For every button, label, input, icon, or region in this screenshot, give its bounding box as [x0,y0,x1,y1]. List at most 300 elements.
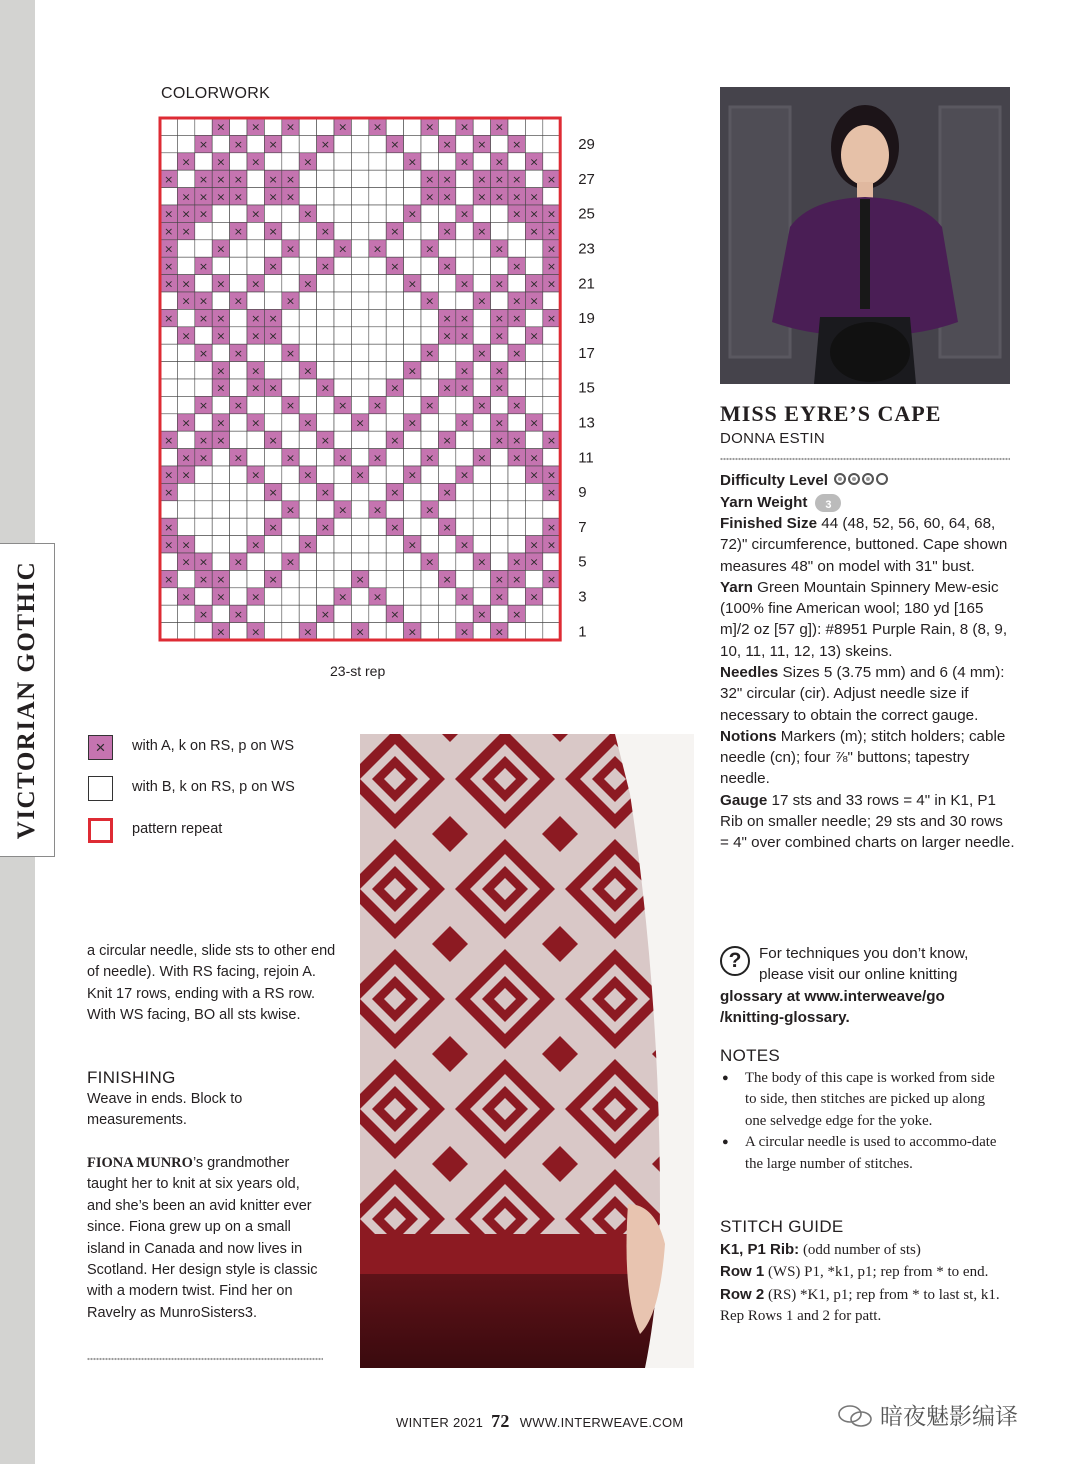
chart-cell [230,362,247,379]
chart-cell-mark: × [425,120,435,134]
chart-cell [299,292,316,309]
chart-cell [317,344,334,361]
chart-cell-mark: × [285,451,296,465]
chart-cell-mark: × [198,312,209,326]
chart-cell-mark: × [251,155,261,169]
chart-cell-mark: × [251,329,261,343]
chart-cell [264,553,281,570]
chart-cell [212,449,229,466]
chart-cell [456,553,473,570]
chart-cell-mark: × [459,468,470,482]
pattern-title: MISS EYRE’S CAPE [720,401,942,426]
chart-cell [317,570,334,587]
chart-cell [438,205,455,222]
chart-cell [177,118,194,135]
chart-cell-mark: × [355,416,365,430]
chart-cell [230,205,247,222]
notions-spec: Notions Markers (m); stitch holders; cable needle (cn); four ⅞" buttons; tapestry needle. [720,727,1006,788]
chart-cell-mark: × [546,225,557,239]
chart-cell [369,153,386,170]
chart-cell [230,309,247,326]
chart-cell [543,449,560,466]
chart-cell [525,483,542,500]
chart-cell-mark: × [303,207,313,221]
chart-cell-mark: × [303,468,313,482]
chart-cell-mark: × [268,573,278,587]
chart-cell-mark: × [251,416,261,430]
chart-cell [386,188,403,205]
chart-cell-mark: × [529,225,539,239]
chart-cell-mark: × [372,120,383,134]
chart-cell [525,309,542,326]
chart-cell [317,623,334,640]
chart-cell [177,431,194,448]
chart-cell [491,501,508,518]
chart-cell [230,118,247,135]
chart-cell [334,605,351,622]
chart-cell-mark: × [303,364,313,378]
chart-cell [525,344,542,361]
chart-cell-mark: × [512,312,522,326]
bio-text: ’s grandmother taught her to knit at six years old, and she’s been an avid knitter ever since. Fiona grew up on a small island in Canada and now lives in Scotland. Her design style is classic with a modern twist. Find her on Ravelry as MunroSisters3. [87,1155,318,1321]
chart-cell [334,188,351,205]
chart-cell-mark: × [268,433,278,447]
chart-cell [351,240,368,257]
chart-cell-mark: × [390,486,400,500]
chart-cell [543,135,560,152]
legend-swatch-x [88,735,113,760]
chart-cell [212,222,229,239]
chart-cell-mark: × [425,451,435,465]
notes-heading: NOTES [720,1046,781,1065]
row-number-label: 21 [578,275,595,293]
chart-cell [404,605,421,622]
chart-cell-mark: × [407,155,417,169]
chart-cell [264,414,281,431]
chart-cell [386,153,403,170]
chart-cell [264,501,281,518]
row-number-label: 27 [578,170,595,188]
chart-cell [525,396,542,413]
help-text-2[interactable]: glossary at www.interweave/go /knitting-glossary. [720,987,945,1026]
chart-cell [317,275,334,292]
chart-cell [421,135,438,152]
chart-cell-mark: × [338,451,348,465]
chart-cell [369,536,386,553]
chart-cell [369,188,386,205]
chart-cell-mark: × [355,468,365,482]
chart-cell [247,449,264,466]
chart-cell [369,518,386,535]
chart-cell [525,570,542,587]
chart-cell-mark: × [164,312,174,326]
difficulty-circle-icon [876,473,888,485]
chart-cell-mark: × [251,468,261,482]
chart-cell [317,449,334,466]
chart-cell [177,309,194,326]
chart-cell-mark: × [512,207,522,221]
chart-cell-mark: × [198,346,209,360]
chart-cell [247,570,264,587]
chart-cell-mark: × [425,294,435,308]
chart-cell [386,536,403,553]
chart-cell [473,501,490,518]
chart-cell [351,344,368,361]
chart-cell-mark: × [512,573,522,587]
chart-cell [299,222,316,239]
chart-cell [438,118,455,135]
chart-cell [404,431,421,448]
bio-name: FIONA MUNRO [87,1155,193,1171]
chart-cell-mark: × [512,433,522,447]
chart-cell [334,362,351,379]
chart-cell-mark: × [477,346,487,360]
chart-cell [525,257,542,274]
chart-cell [247,518,264,535]
designer-name: DONNA ESTIN [720,430,825,447]
chart-cell-mark: × [390,138,400,152]
chart-cell [351,536,368,553]
chart-cell [334,257,351,274]
stitch-guide-heading: STITCH GUIDE [720,1217,844,1236]
chart-cell [543,605,560,622]
chart-cell-mark: × [459,207,470,221]
chart-cell-mark: × [546,259,557,273]
chart-cell-mark: × [338,503,348,517]
chart-cell-mark: × [390,381,400,395]
chart-cell [473,431,490,448]
row1-def: Row 1 (WS) P1, *k1, p1; rep from * to end. [720,1263,989,1281]
chart-cell [317,553,334,570]
chart-cell-mark: × [442,329,452,343]
chart-cell-mark: × [164,225,174,239]
chart-cell [351,118,368,135]
spec-block [720,470,1015,854]
chart-cell [264,605,281,622]
chart-cell [351,309,368,326]
chart-cell-mark: × [529,416,539,430]
chart-cell-mark: × [529,155,539,169]
chart-cell [421,222,438,239]
chart-cell-mark: × [181,468,191,482]
chart-cell [351,605,368,622]
chart-cell-mark: × [546,312,557,326]
chart-cell [177,518,194,535]
techniques-help [720,943,1010,1028]
chart-cell [160,449,177,466]
chart-cell [508,275,525,292]
cape-photo [720,87,1010,384]
chart-cell [317,396,334,413]
chart-cell [369,309,386,326]
chart-cell [369,327,386,344]
chart-cell [438,153,455,170]
chart-cell [473,309,490,326]
chart-cell [282,327,299,344]
chart-cell [334,570,351,587]
chart-cell [508,222,525,239]
chart-cell [543,344,560,361]
chart-cell-mark: × [407,207,417,221]
chart-cell [404,396,421,413]
chart-cell-mark: × [285,172,296,186]
legend-item-main [88,776,328,806]
chart-cell [282,605,299,622]
chart-cell-mark: × [407,625,417,639]
chart-cell [386,623,403,640]
chart-cell-mark: × [372,503,383,517]
chart-cell [473,257,490,274]
chart-cell [282,135,299,152]
chart-cell [282,309,299,326]
chart-cell-mark: × [268,329,278,343]
chart-cell-mark: × [320,520,330,534]
chart-cell [247,483,264,500]
chart-cell-mark: × [233,190,243,204]
chart-cell [508,153,525,170]
chart-cell [421,205,438,222]
site-url[interactable]: WWW.INTERWEAVE.COM [519,1415,684,1430]
chart-cell-mark: × [216,172,226,186]
chart-cell [212,205,229,222]
chart-cell-mark: × [164,207,174,221]
chart-cell [491,257,508,274]
chart-cell [230,153,247,170]
chart-cell [404,344,421,361]
chart-cell [230,466,247,483]
chart-cell-mark: × [285,294,296,308]
chart-cell [317,170,334,187]
chart-cell [421,257,438,274]
chart-cell [438,501,455,518]
chart-cell [230,570,247,587]
chart-cell [404,501,421,518]
chart-cell-mark: × [512,399,522,413]
chart-cell-mark: × [546,172,557,186]
chart-cell [525,379,542,396]
chart-cell [456,222,473,239]
chart-cell-mark: × [512,451,522,465]
chart-cell [317,362,334,379]
chart-cell [421,605,438,622]
chart-cell [177,135,194,152]
chart-cell [508,466,525,483]
chart-cell [177,170,194,187]
chart-cell [491,449,508,466]
chart-cell-mark: × [251,277,261,291]
chart-cell-mark: × [198,433,209,447]
chart-cell [438,240,455,257]
chart-cell [334,153,351,170]
chart-cell [351,170,368,187]
chart-cell [508,536,525,553]
chart-cell [299,240,316,257]
chart-cell-mark: × [233,399,243,413]
chart-cell [351,362,368,379]
chart-cell [351,153,368,170]
chart-cell [264,396,281,413]
chart-cell-mark: × [164,433,174,447]
chart-cell [212,292,229,309]
chart-cell [282,483,299,500]
watermark [838,1398,1018,1431]
colorwork-chart [150,110,620,650]
chart-cell [525,431,542,448]
chart-cell [160,135,177,152]
chart-cell-mark: × [303,625,313,639]
chart-cell-mark: × [477,172,487,186]
chart-cell-mark: × [425,399,435,413]
chart-cell-mark: × [233,138,243,152]
chart-cell [230,275,247,292]
chart-cell [195,118,212,135]
chart-cell-mark: × [512,259,522,273]
chart-cell [282,414,299,431]
chart-cell-mark: × [546,277,557,291]
chart-cell [421,327,438,344]
chart-cell-mark: × [355,573,365,587]
chart-cell-mark: × [494,120,504,134]
chart-cell [230,379,247,396]
chart-cell [177,362,194,379]
yarn-spec: Yarn Green Mountain Spinnery Mew-esic (100% fine American wool; 180 yd [165 m]/2 oz [57 g]): #8951 Purple Rain, 8 (8, 9, 10, 11, 11, 12, 13) skeins. [720,578,1008,660]
chart-cell-mark: × [425,242,435,256]
chart-cell [195,536,212,553]
designer-bio [87,1153,319,1324]
chart-cell [404,327,421,344]
chart-cell [351,205,368,222]
chart-cell-mark: × [494,625,504,639]
chart-cell-mark: × [233,172,243,186]
issue-label: WINTER 2021 [396,1415,484,1430]
chart-cell [247,188,264,205]
chart-cell-mark: × [164,468,174,482]
chart-cell [508,379,525,396]
chart-cell-mark: × [164,573,174,587]
chart-cell [230,257,247,274]
chart-cell [491,553,508,570]
chart-cell [351,449,368,466]
chart-cell-mark: × [268,259,278,273]
chart-cell-mark: × [390,607,400,621]
chart-cell [386,414,403,431]
chart-cell [369,553,386,570]
chart-cell [160,118,177,135]
chart-cell [264,588,281,605]
chart-cell [369,292,386,309]
chart-cell [195,362,212,379]
continued-text: a circular needle, slide sts to other end of needle). With RS facing, rejoin A. Knit 17 rows, ending with a RS row. With WS facing, BO all sts kwise. [87,943,336,1024]
chart-cell-mark: × [529,207,539,221]
row-number-label: 7 [578,518,587,536]
chart-cell [299,344,316,361]
chart-cell [473,414,490,431]
chart-cell [456,292,473,309]
chart-cell [473,240,490,257]
chart-cell [334,431,351,448]
chart-cell [473,362,490,379]
chart-cell [160,362,177,379]
row-number-label: 17 [578,344,595,362]
chart-cell [386,588,403,605]
chart-cell [334,292,351,309]
chart-cell-mark: × [216,242,226,256]
chart-cell [264,292,281,309]
chart-cell [299,257,316,274]
chart-cell [421,570,438,587]
chart-cell [456,518,473,535]
chart-cell [473,536,490,553]
chart-cell-mark: × [181,277,191,291]
chart-cell [195,327,212,344]
chart-cell [264,536,281,553]
chart-cell [212,553,229,570]
chart-cell-mark: × [216,190,226,204]
chart-cell-mark: × [268,312,278,326]
chart-cell [473,483,490,500]
chart-cell [473,623,490,640]
chart-cell [438,275,455,292]
chart-cell [247,240,264,257]
chart-cell [369,205,386,222]
chart-cell-mark: × [216,364,226,378]
chart-cell-mark: × [268,172,278,186]
chart-cell [543,362,560,379]
chart-cell [177,570,194,587]
chart-cell [334,553,351,570]
chart-cell-mark: × [181,555,191,569]
chart-cell [491,135,508,152]
chart-cell-mark: × [529,277,539,291]
chart-cell [247,292,264,309]
chart-cell [299,518,316,535]
chart-cell-mark: × [285,190,296,204]
chart-cell [404,309,421,326]
row-number-label: 15 [578,379,595,397]
chart-cell [473,466,490,483]
chart-cell [230,414,247,431]
chart-cell [299,605,316,622]
difficulty-row: Difficulty Level [720,470,1015,492]
row-number-label: 11 [578,449,594,467]
chart-cell [508,327,525,344]
chart-cell-mark: × [442,381,452,395]
chart-cell-mark: × [512,555,522,569]
chart-cell [386,362,403,379]
chart-cell-mark: × [459,625,470,639]
chart-cell [195,483,212,500]
chart-cell [473,275,490,292]
chart-cell-mark: × [459,364,470,378]
chart-cell [438,396,455,413]
chart-cell-mark: × [459,590,470,604]
chart-cell [334,518,351,535]
chart-cell [351,379,368,396]
chart-cell-mark: × [198,138,209,152]
legend-item-repeat [88,818,328,848]
chart-cell [264,623,281,640]
chart-cell-mark: × [442,225,452,239]
chart-cell [299,396,316,413]
chart-cell [282,222,299,239]
chart-cell [386,396,403,413]
list-item: ● A circular needle is used to accommo-date the large number of stitches. [720,1132,1010,1175]
chart-cell [421,414,438,431]
chart-cell [369,135,386,152]
chart-cell [438,292,455,309]
chart-cell [351,188,368,205]
chart-cell [230,518,247,535]
